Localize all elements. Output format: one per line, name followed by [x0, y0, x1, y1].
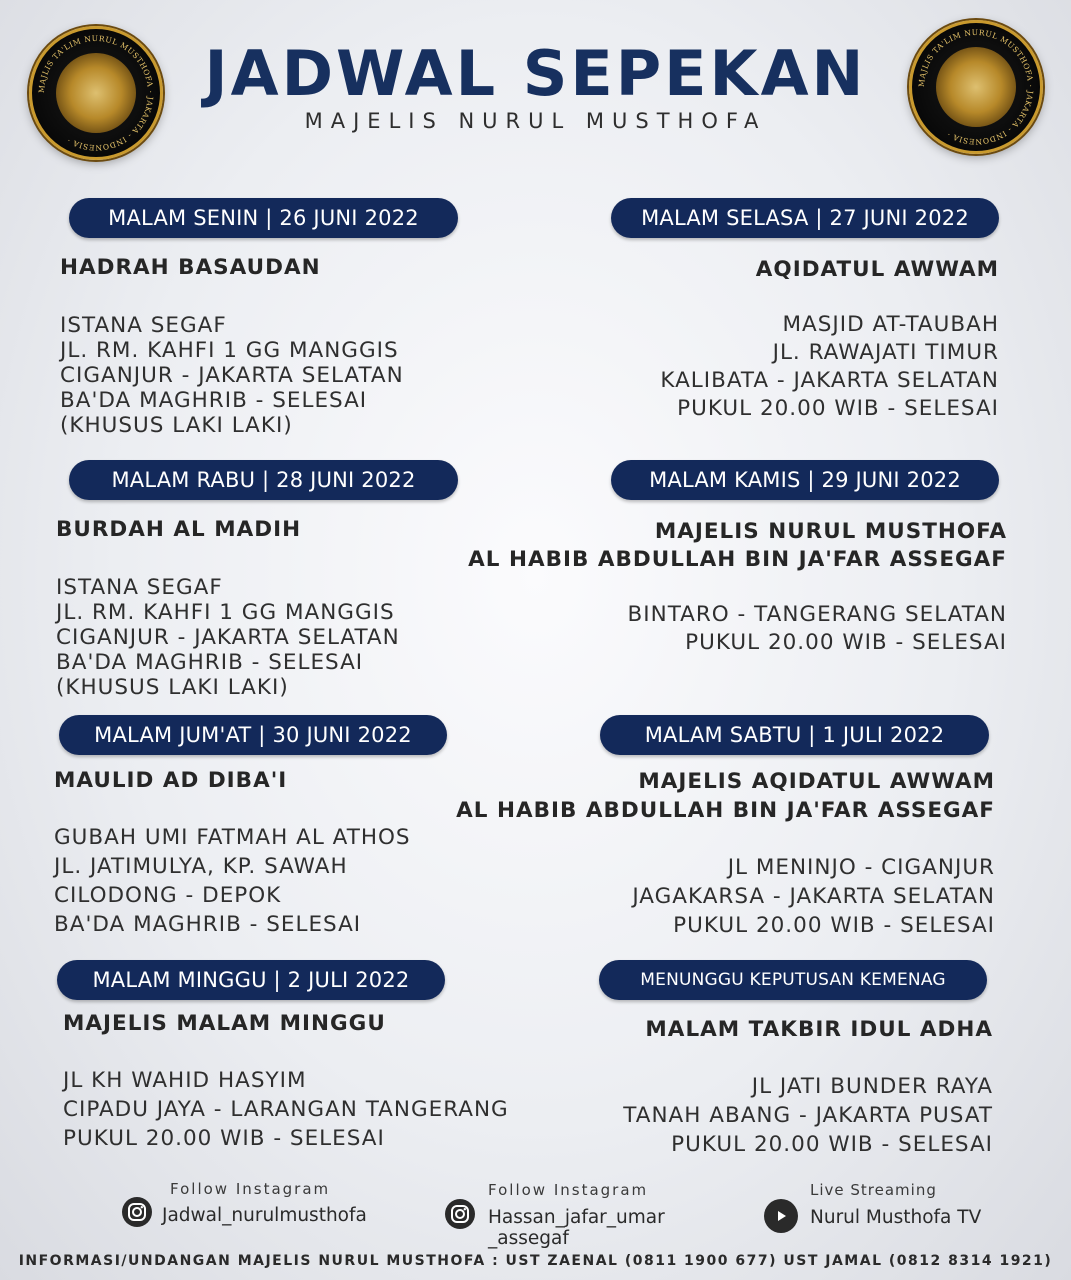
schedule-sabtu: [456, 767, 995, 940]
event-title: MALAM TAKBIR IDUL ADHA: [645, 1017, 993, 1042]
event-title: HADRAH BASAUDAN: [60, 255, 321, 280]
social-handle: Jadwal_nurulmusthofa: [162, 1205, 367, 1226]
schedule-minggu: [63, 1009, 509, 1153]
event-title: MAJELIS MALAM MINGGU: [63, 1011, 386, 1036]
event-title: MAULID AD DIBA'I: [54, 768, 288, 793]
detail-line: BA'DA MAGHRIB - SELESAI: [56, 650, 364, 675]
detail-line: CIGANJUR - JAKARTA SELATAN: [56, 625, 400, 650]
detail-line: JL. RM. KAHFI 1 GG MANGGIS: [60, 338, 399, 363]
event-title: MAJELIS AQIDATUL AWWAM: [638, 769, 995, 794]
schedule-idul-adha: [623, 1015, 993, 1159]
detail-line: PUKUL 20.00 WIB - SELESAI: [685, 630, 1007, 655]
detail-line: GUBAH UMI FATMAH AL ATHOS: [54, 825, 411, 850]
detail-line: CIPADU JAYA - LARANGAN TANGERANG: [63, 1097, 509, 1122]
detail-line: TANAH ABANG - JAKARTA PUSAT: [623, 1103, 993, 1128]
detail-line: BA'DA MAGHRIB - SELESAI: [54, 912, 362, 937]
youtube-icon: [764, 1199, 798, 1233]
social-label: Follow Instagram: [170, 1180, 331, 1198]
detail-line: KALIBATA - JAKARTA SELATAN: [660, 368, 999, 393]
day-pill-senin: MALAM SENIN | 26 JUNI 2022: [69, 198, 458, 238]
schedule-rabu: [56, 517, 400, 700]
schedule-kamis: [468, 518, 1007, 657]
instagram-icon: [122, 1197, 152, 1227]
detail-line: BA'DA MAGHRIB - SELESAI: [60, 388, 368, 413]
detail-line: JL MENINJO - CIGANJUR: [727, 855, 995, 880]
day-pill-sabtu: MALAM SABTU | 1 JULI 2022: [600, 715, 989, 755]
social-label: Live Streaming: [810, 1181, 937, 1199]
schedule-selasa: [660, 256, 999, 423]
detail-line: JL. RAWAJATI TIMUR: [772, 340, 999, 365]
event-speaker: AL HABIB ABDULLAH BIN JA'FAR ASSEGAF: [456, 798, 995, 823]
detail-line: (KHUSUS LAKI LAKI): [56, 675, 289, 700]
svg-text:MAJLIS TA'LIM NURUL MUSTHOFA ·: MAJLIS TA'LIM NURUL MUSTHOFA · JAKARTA - INDONESIA ·: [36, 33, 156, 153]
event-title: AQIDATUL AWWAM: [755, 257, 999, 282]
day-pill-kamis: MALAM KAMIS | 29 JUNI 2022: [611, 460, 999, 500]
detail-line: JAGAKARSA - JAKARTA SELATAN: [632, 884, 995, 909]
day-pill-selasa: MALAM SELASA | 27 JUNI 2022: [611, 198, 999, 238]
contact-footer: INFORMASI/UNDANGAN MAJELIS NURUL MUSTHOFA : UST ZAENAL (0811 1900 677) UST JAMAL (0812 8314 1921): [18, 1253, 1053, 1269]
detail-line: PUKUL 20.00 WIB - SELESAI: [671, 1132, 993, 1157]
social-handle: Nurul Musthofa TV: [810, 1207, 982, 1228]
event-speaker: AL HABIB ABDULLAH BIN JA'FAR ASSEGAF: [468, 547, 1007, 572]
schedule-senin: [60, 255, 404, 438]
detail-line: PUKUL 20.00 WIB - SELESAI: [677, 396, 999, 421]
detail-line: PUKUL 20.00 WIB - SELESAI: [63, 1126, 385, 1151]
schedule-jumat: [54, 766, 411, 939]
event-title: BURDAH AL MADIH: [56, 517, 302, 542]
day-pill-minggu: MALAM MINGGU | 2 JULI 2022: [57, 960, 445, 1000]
social-label: Follow Instagram: [488, 1181, 649, 1199]
svg-text:MAJLIS TA'LIM NURUL MUSTHOFA ·: MAJLIS TA'LIM NURUL MUSTHOFA · JAKARTA - INDONESIA ·: [916, 27, 1036, 147]
detail-line: MASJID AT-TAUBAH: [782, 312, 999, 337]
detail-line: CILODONG - DEPOK: [54, 883, 282, 908]
detail-line: JL JATI BUNDER RAYA: [751, 1074, 993, 1099]
detail-line: JL. JATIMULYA, KP. SAWAH: [54, 854, 348, 879]
detail-line: PUKUL 20.00 WIB - SELESAI: [673, 913, 995, 938]
day-pill-jumat: MALAM JUM'AT | 30 JUNI 2022: [59, 715, 447, 755]
day-pill-rabu: MALAM RABU | 28 JUNI 2022: [69, 460, 458, 500]
detail-line: JL KH WAHID HASYIM: [63, 1068, 307, 1093]
page-title: JADWAL SEPEKAN: [204, 37, 867, 110]
event-title: MAJELIS NURUL MUSTHOFA: [654, 519, 1007, 544]
status-pill-kemenag: MENUNGGU KEPUTUSAN KEMENAG: [599, 960, 987, 1000]
detail-line: CIGANJUR - JAKARTA SELATAN: [60, 363, 404, 388]
detail-line: BINTARO - TANGERANG SELATAN: [627, 602, 1007, 627]
social-handle: Hassan_jafar_umar _assegaf: [488, 1207, 665, 1249]
detail-line: ISTANA SEGAF: [56, 575, 223, 600]
detail-line: ISTANA SEGAF: [60, 313, 227, 338]
page-subtitle: MAJELIS NURUL MUSTHOFA: [304, 109, 767, 133]
detail-line: JL. RM. KAHFI 1 GG MANGGIS: [56, 600, 395, 625]
detail-line: (KHUSUS LAKI LAKI): [60, 413, 293, 438]
instagram-icon: [445, 1199, 475, 1229]
